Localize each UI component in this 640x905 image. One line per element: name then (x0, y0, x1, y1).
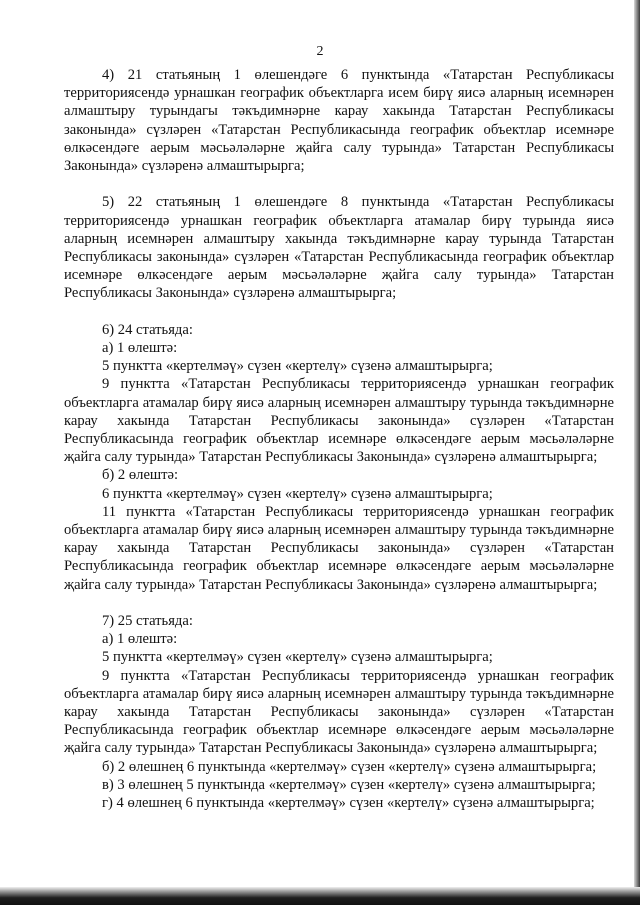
clause-paragraph: 5 пунктта «кертелмәү» сүзен «кертелү» сүзенә алмаштырырга; (102, 358, 493, 375)
scan-edge-bottom (0, 887, 640, 905)
item-6-heading: 6) 24 статьяда: (102, 321, 193, 338)
clause-paragraph: г) 4 өлешнең 6 пунктында «кертелмәү» сүзен «кертелү» сүзенә алмаштырырга; (102, 795, 595, 812)
clause-paragraph: 11 пунктта «Татарстан Республикасы территориясендә урнашкан географик объектларга атамалар бирү яисә аларның исемнәрен алмаштыру турында тәкъдимнәрне карау хакында Татарстан Республикасы законында» сүзләрен «Татарстан Республикасында географик объектлар исемнәре өлкәсендәге аерым мәсьәләләрне җайга салу турында» Татарстан Республикасы Законында» сүзләренә алмаштырырга; (64, 503, 614, 593)
clause-paragraph: б) 2 өлешнең 6 пунктында «кертелмәү» сүзен «кертелү» сүзенә алмаштырырга; (102, 758, 597, 775)
paragraph-gap (64, 303, 614, 321)
item-4-paragraph: 4) 21 статьяның 1 өлешендәге 6 пунктында «Татарстан Республикасы территориясендә урнашкан географик объектларга исем бирү яисә аларның исемнәрен алмаштыру турындагы тәкъдимнәрне карау хакында Татарстан Республикасы законында» сүзләрен «Татарстан Республикасында географик объектлар исемнәре өлкәсендәге аерым мәсьәләләрне җайга салу турында» Татарстан Республикасы Законында» сүзләренә алмаштырырга; (64, 67, 614, 175)
document-body (64, 66, 614, 812)
item-7-heading: 7) 25 статьяда: (102, 613, 193, 630)
page-number: 2 (316, 44, 324, 59)
paragraph-gap (64, 175, 614, 193)
scan-edge-right (634, 0, 640, 905)
clause-paragraph: в) 3 өлешнең 5 пунктында «кертелмәү» сүзен «кертелү» сүзенә алмаштырырга; (102, 776, 596, 793)
clause-paragraph: 9 пунктта «Татарстан Республикасы территориясендә урнашкан географик объектларга атамалар бирү яисә аларның исемнәрен алмаштыру турында тәкъдимнәрне карау хакында Татарстан Республикасы законында» сүзләрен «Татарстан Республикасында географик объектлар исемнәре өлкәсендәге аерым мәсьәләләрне җайга салу турында» Татарстан Республикасы Законында» сүзләренә алмаштырырга; (64, 667, 614, 757)
subitem-a-heading: а) 1 өлештә: (102, 340, 178, 357)
item-5-paragraph: 5) 22 статьяның 1 өлешендәге 8 пунктында «Татарстан Республикасы территориясендә урнашкан географик объектларга атамалар бирү турында яисә аларның исемнәрен алмаштыру хакында тәкъдимнәрне карау турында Татарстан Республикасы законында» сүзләрен «Татарстан Республикасында географик объектлар исемнәре өлкәсендәге аерым мәсьәләләрне җайга салу турында» Татарстан Республикасы Законында» сүзләренә алмаштырырга; (64, 194, 614, 302)
subitem-a-heading: а) 1 өлештә: (102, 631, 178, 648)
paragraph-gap (64, 594, 614, 612)
subitem-b-heading: б) 2 өлештә: (102, 467, 179, 484)
clause-paragraph: 9 пунктта «Татарстан Республикасы территориясендә урнашкан географик объектларга атамалар бирү яисә аларның исемнәрен алмаштыру турында тәкъдимнәрне карау хакында Татарстан Республикасы законында» сүзләрен «Татарстан Республикасында географик объектлар исемнәре өлкәсендәге аерым мәсьәләләрне җайга салу турында» Татарстан Республикасы Законында» сүзләренә алмаштырырга; (64, 376, 614, 466)
clause-paragraph: 6 пунктта «кертелмәү» сүзен «кертелү» сүзенә алмаштырырга; (102, 485, 493, 502)
clause-paragraph: 5 пунктта «кертелмәү» сүзен «кертелү» сүзенә алмаштырырга; (102, 649, 493, 666)
